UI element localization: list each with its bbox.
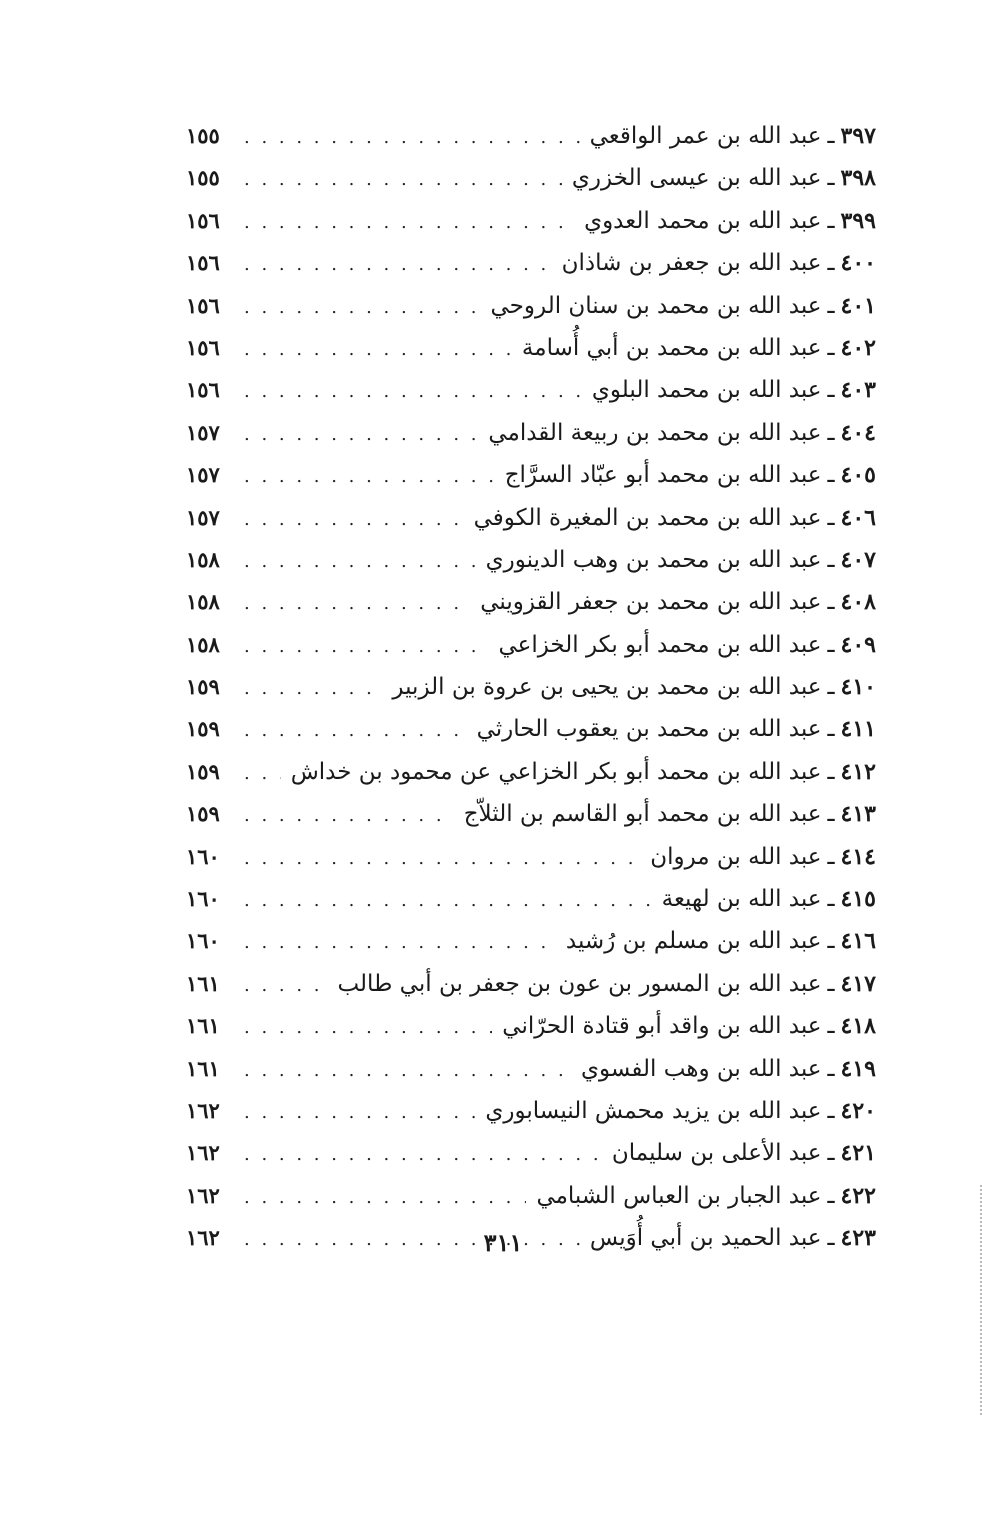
- entry-number: ٤٠٥: [840, 462, 876, 489]
- dot-leader: [244, 499, 464, 541]
- entry-separator: ـ: [827, 1180, 835, 1209]
- entry-page-number: ١٥٦: [186, 334, 220, 360]
- toc-entry: [186, 411, 876, 453]
- entry-title: عبد الله بن محمد بن أبي أُسامة: [521, 334, 822, 361]
- entry-number: ٤٠٠: [840, 250, 876, 277]
- dot-leader: [244, 244, 552, 286]
- entry-number: ٤١٤: [840, 843, 876, 870]
- dot-leader: [244, 202, 574, 244]
- toc-entry: [186, 368, 876, 410]
- entry-number: ٤١٠: [840, 674, 876, 701]
- entry-title: عبد الله بن محمد أبو بكر الخزاعي: [498, 631, 822, 658]
- toc-entry: [186, 453, 876, 495]
- table-of-contents: [186, 114, 876, 1259]
- toc-entry: [186, 156, 876, 198]
- entry-title: عبد الحميد بن أبي أُوَيس: [589, 1225, 822, 1252]
- entry-number: ٤١٧: [840, 970, 876, 997]
- entry-number: ٤١٢: [840, 758, 876, 785]
- entry-separator: ـ: [827, 544, 835, 573]
- page-number: ٣١١: [483, 1228, 523, 1257]
- toc-entry: [186, 1131, 876, 1173]
- entry-separator: ـ: [827, 672, 835, 701]
- entry-title: عبد الله بن محمد بن المغيرة الكوفي: [473, 504, 822, 531]
- dot-leader: [244, 880, 652, 922]
- toc-entry: [186, 199, 876, 241]
- toc-entry: [186, 326, 876, 368]
- entry-separator: ـ: [827, 121, 835, 149]
- entry-number: ٤٠١: [840, 292, 876, 319]
- entry-page-number: ١٥٨: [186, 546, 220, 572]
- scan-edge-mark: [980, 1185, 984, 1415]
- entry-separator: ـ: [827, 1223, 835, 1252]
- entry-page-number: ١٥٦: [186, 207, 220, 233]
- entry-page-number: ١٥٩: [186, 674, 220, 700]
- entry-number: ٤٢٣: [840, 1225, 876, 1252]
- toc-entry: [186, 665, 876, 707]
- entry-number: ٤١٩: [840, 1055, 876, 1082]
- entry-page-number: ١٥٨: [186, 589, 220, 615]
- entry-separator: ـ: [827, 502, 835, 531]
- entry-title: عبد الله بن محمد بن سنان الروحي: [490, 292, 822, 319]
- dot-leader: [244, 1050, 571, 1092]
- entry-page-number: ١٥٩: [186, 801, 220, 827]
- entry-number: ٤١٥: [840, 886, 876, 913]
- entry-separator: ـ: [827, 756, 835, 785]
- entry-title: عبد الله بن محمد بن ربيعة القدامي: [488, 419, 822, 446]
- entry-title: عبد الله بن عمر الواقعي: [589, 123, 822, 149]
- dot-leader: [244, 1092, 475, 1134]
- entry-separator: ـ: [827, 1053, 835, 1082]
- entry-page-number: ١٥٧: [186, 462, 220, 488]
- entry-separator: ـ: [827, 884, 835, 913]
- entry-title: عبد الله بن جعفر بن شاذان: [561, 250, 822, 277]
- toc-entry: [186, 284, 876, 326]
- entry-page-number: ١٦١: [186, 1055, 220, 1081]
- entry-separator: ـ: [827, 460, 835, 489]
- dot-leader: [244, 626, 488, 668]
- toc-entry: [186, 496, 876, 538]
- entry-page-number: ١٥٦: [186, 377, 220, 403]
- toc-entry: [186, 538, 876, 580]
- entry-separator: ـ: [827, 1011, 835, 1040]
- entry-number: ٤٢٢: [840, 1182, 876, 1209]
- dot-leader: [244, 795, 454, 837]
- entry-number: ٤٠٣: [840, 377, 876, 404]
- dot-leader: [244, 456, 495, 498]
- dot-leader: [244, 710, 467, 752]
- entry-separator: ـ: [827, 968, 835, 997]
- entry-page-number: ١٦٢: [186, 1225, 220, 1251]
- entry-title: عبد الله بن مروان: [650, 843, 822, 870]
- entry-separator: ـ: [827, 248, 835, 277]
- dot-leader: [244, 287, 481, 329]
- entry-title: عبد الله بن محمد البلوي: [591, 377, 822, 404]
- toc-entry: [186, 114, 876, 156]
- dot-leader: [244, 159, 562, 201]
- entry-separator: ـ: [827, 714, 835, 743]
- dot-leader: [244, 1134, 602, 1176]
- toc-entry: [186, 1174, 876, 1216]
- entry-title: عبد الله بن يزيد محمش النيسابوري: [485, 1097, 822, 1124]
- toc-entry: [186, 707, 876, 749]
- entry-title: عبد الله بن وهب الفسوي: [581, 1055, 822, 1082]
- entry-separator: ـ: [827, 841, 835, 870]
- entry-title: عبد الله بن محمد بن جعفر القزويني: [480, 589, 822, 616]
- entry-title: عبد الله بن محمد العدوي: [584, 207, 822, 234]
- entry-title: عبد الله بن محمد بن يحيى بن عروة بن الزبير: [392, 674, 822, 701]
- entry-number: ٤٠٩: [840, 631, 876, 658]
- toc-entry: [186, 1089, 876, 1131]
- dot-leader: [244, 329, 512, 371]
- toc-entry: [186, 962, 876, 1004]
- dot-leader: [244, 965, 327, 1007]
- dot-leader: [244, 541, 476, 583]
- entry-number: ٣٩٩: [840, 207, 876, 234]
- entry-number: ٤١٦: [840, 928, 876, 955]
- entry-number: ٤٠٨: [840, 589, 876, 616]
- entry-page-number: ١٦١: [186, 970, 220, 996]
- entry-separator: ـ: [827, 926, 835, 955]
- entry-page-number: ١٦٢: [186, 1182, 220, 1208]
- entry-page-number: ١٥٧: [186, 504, 220, 530]
- entry-page-number: ١٥٦: [186, 292, 220, 318]
- toc-entry: [186, 1004, 876, 1046]
- entry-title: عبد الله بن لهيعة: [661, 886, 822, 913]
- entry-separator: ـ: [827, 629, 835, 658]
- dot-leader: [244, 668, 382, 710]
- entry-number: ٤٠٧: [840, 546, 876, 573]
- entry-separator: ـ: [827, 375, 835, 404]
- dot-leader: [244, 753, 281, 795]
- toc-entry: [186, 623, 876, 665]
- entry-title: عبد الله بن مسلم بن رُشيد: [565, 928, 822, 955]
- entry-number: ٤٠٢: [840, 334, 876, 361]
- entry-separator: ـ: [827, 799, 835, 828]
- toc-entry: [186, 877, 876, 919]
- entry-number: ٤١١: [840, 716, 876, 743]
- entry-page-number: ١٥٨: [186, 631, 220, 657]
- entry-number: ٤٢٠: [840, 1097, 876, 1124]
- toc-entry: [186, 580, 876, 622]
- entry-number: ٤١٨: [840, 1013, 876, 1040]
- entry-title: عبد الله بن محمد بن وهب الدينوري: [485, 546, 822, 573]
- entry-page-number: ١٦١: [186, 1013, 220, 1039]
- entry-title: عبد الأعلى بن سليمان: [611, 1140, 822, 1167]
- dot-leader: [244, 414, 478, 456]
- entry-page-number: ١٦٢: [186, 1140, 220, 1166]
- entry-number: ٤٠٦: [840, 504, 876, 531]
- dot-leader: [244, 583, 470, 625]
- entry-page-number: ١٥٩: [186, 716, 220, 742]
- entry-separator: ـ: [827, 1095, 835, 1124]
- entry-title: عبد الله بن محمد أبو القاسم بن الثلاّج: [463, 801, 822, 828]
- entry-title: عبد الله بن واقد أبو قتادة الحرّاني: [502, 1013, 822, 1040]
- entry-separator: ـ: [827, 332, 835, 361]
- entry-page-number: ١٥٥: [186, 165, 220, 191]
- entry-title: عبد الله بن محمد أبو عبّاد السرَّاج: [504, 462, 822, 489]
- entry-title: عبد الله بن عيسى الخزري: [571, 165, 822, 192]
- entry-separator: ـ: [827, 587, 835, 616]
- entry-number: ٣٩٨: [840, 165, 876, 192]
- entry-page-number: ١٦٠: [186, 886, 220, 912]
- dot-leader: [244, 1177, 526, 1219]
- entry-page-number: ١٥٩: [186, 758, 220, 784]
- toc-entry: [186, 792, 876, 834]
- toc-entry: [186, 750, 876, 792]
- entry-number: ٤٢١: [840, 1140, 876, 1167]
- entry-page-number: ١٥٧: [186, 419, 220, 445]
- entry-separator: ـ: [827, 163, 835, 192]
- toc-entry: [186, 919, 876, 961]
- entry-page-number: ١٥٥: [186, 123, 220, 148]
- entry-page-number: ١٦٠: [186, 843, 220, 869]
- dot-leader: [244, 117, 580, 159]
- dot-leader: [244, 838, 640, 880]
- entry-page-number: ١٦٢: [186, 1097, 220, 1123]
- entry-separator: ـ: [827, 417, 835, 446]
- entry-separator: ـ: [827, 1138, 835, 1167]
- toc-entry: [186, 1047, 876, 1089]
- entry-title: عبد الجبار بن العباس الشبامي: [536, 1182, 822, 1209]
- toc-entry: [186, 241, 876, 283]
- dot-leader: [244, 922, 556, 964]
- entry-page-number: ١٥٦: [186, 250, 220, 276]
- entry-number: ٤٠٤: [840, 419, 876, 446]
- entry-title: عبد الله بن المسور بن عون بن جعفر بن أبي طالب: [337, 970, 822, 997]
- entry-number: ٤١٣: [840, 801, 876, 828]
- entry-separator: ـ: [827, 205, 835, 234]
- toc-entry: [186, 835, 876, 877]
- entry-title: عبد الله بن محمد بن يعقوب الحارثي: [476, 716, 822, 743]
- entry-title: عبد الله بن محمد أبو بكر الخزاعي عن محمود بن خداش: [290, 758, 822, 785]
- entry-separator: ـ: [827, 290, 835, 319]
- entry-number: ٣٩٧: [840, 123, 876, 149]
- entry-page-number: ١٦٠: [186, 928, 220, 954]
- dot-leader: [244, 371, 582, 413]
- dot-leader: [244, 1007, 492, 1049]
